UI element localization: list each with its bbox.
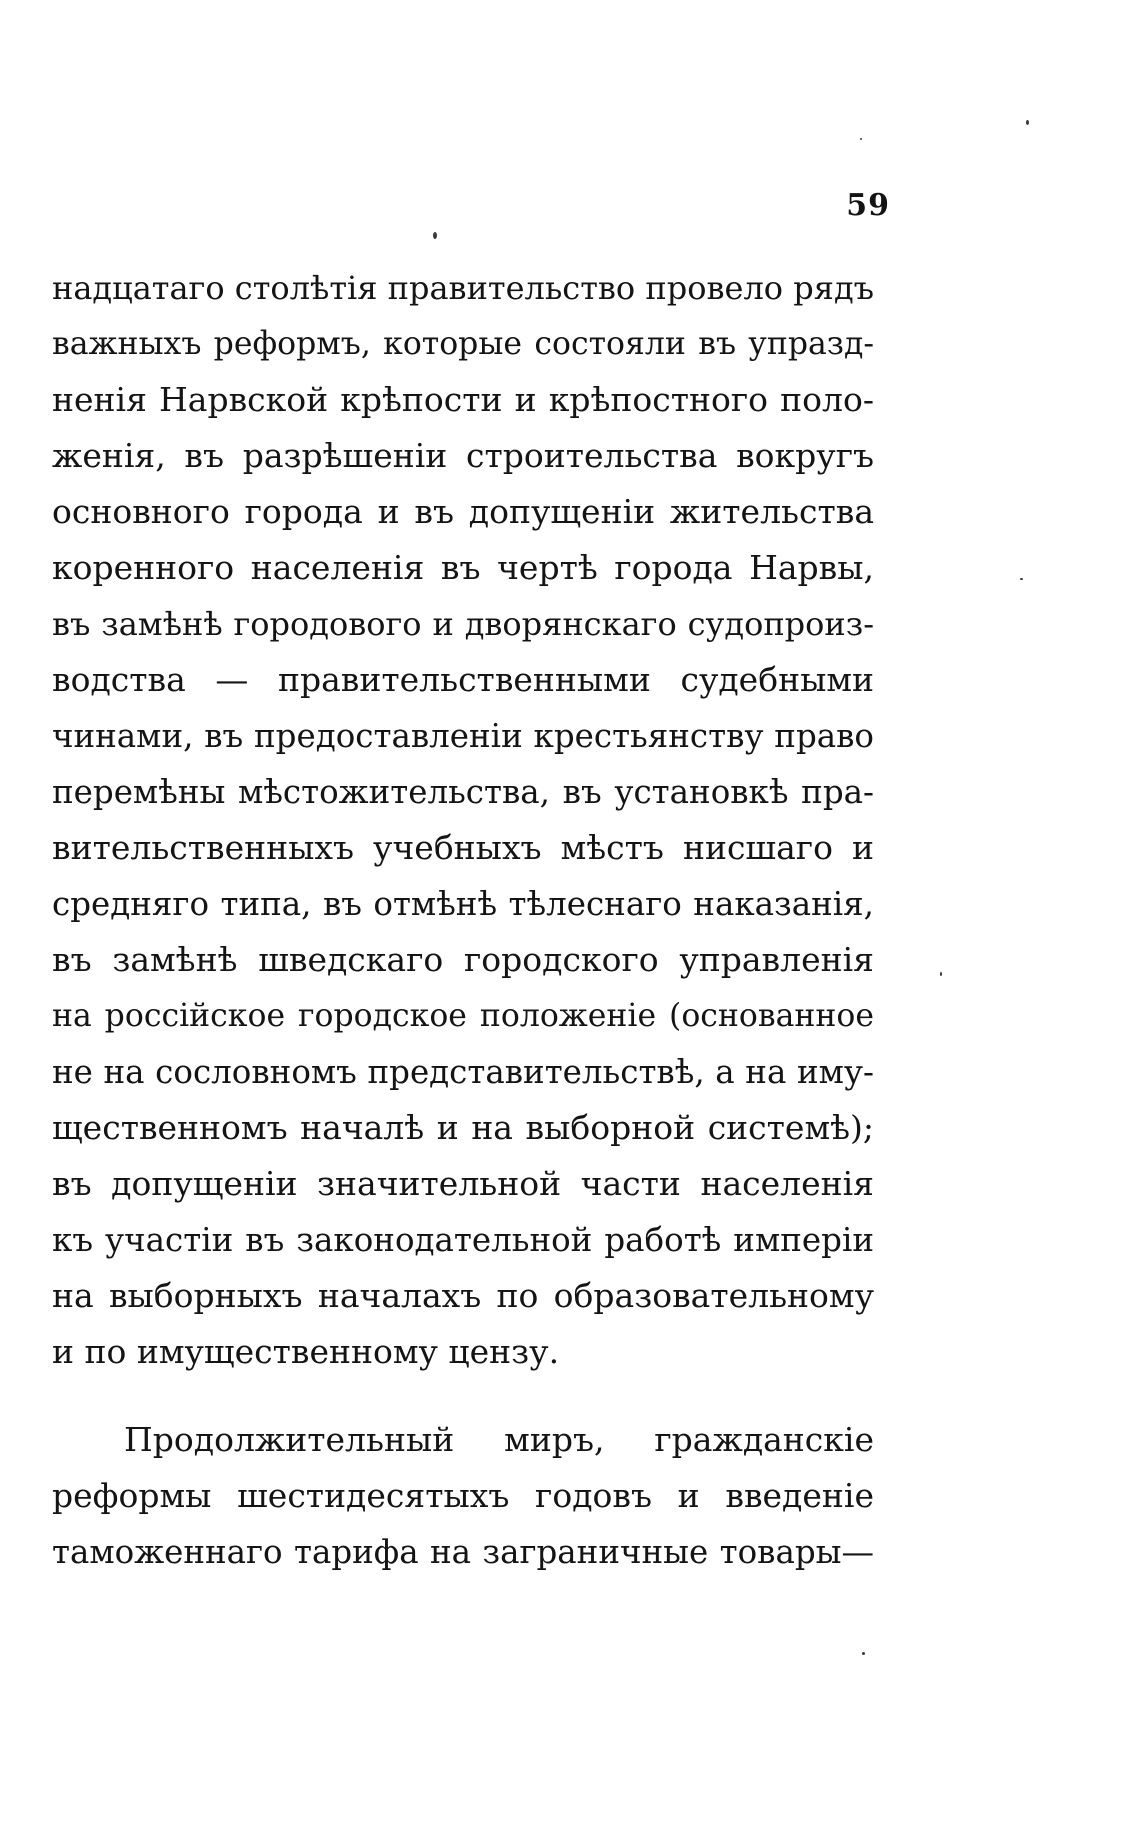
print-speck	[862, 1652, 865, 1655]
body-text	[52, 260, 874, 1580]
text-line: перемѣны мѣстожительства, въ установкѣ пра-	[52, 773, 874, 811]
text-line: основного города и въ допущеніи жительства	[52, 492, 874, 531]
text-line: на россійское городское положеніе (основанное	[52, 998, 874, 1034]
text-line: и по имущественному цензу.	[52, 1332, 560, 1371]
text-line: щественномъ началѣ и на выборной системѣ);	[52, 1108, 874, 1147]
text-line: чинами, въ предоставленіи крестьянству право	[52, 717, 874, 755]
text-line: водства — правительственными судебными	[52, 660, 874, 699]
text-line: Продолжительный миръ, гражданскіе	[124, 1420, 874, 1459]
text-line: не на сословномъ представительствѣ, а на иму-	[52, 1053, 874, 1091]
print-speck	[1026, 120, 1029, 125]
text-line: реформы шестидесятыхъ годовъ и введеніе	[52, 1476, 874, 1515]
text-line: коренного населенія въ чертѣ города Нарвы,	[52, 548, 874, 587]
text-line: въ допущеніи значительной части населенія	[52, 1164, 874, 1203]
text-line: въ замѣнѣ шведскаго городского управленія	[52, 940, 874, 979]
paragraph-1	[52, 260, 874, 1380]
text-line: важныхъ реформъ, которые состояли въ упразд-	[52, 326, 874, 362]
print-speck	[860, 138, 862, 140]
text-line: ненія Нарвской крѣпости и крѣпостного поло-	[52, 380, 874, 419]
text-line: вительственныхъ учебныхъ мѣстъ нисшаго и	[52, 828, 874, 867]
print-speck	[940, 972, 942, 976]
text-line: таможеннаго тарифа на заграничные товары—	[52, 1533, 874, 1571]
page-number: 59	[846, 188, 890, 223]
text-line: къ участіи въ законодательной работѣ имперіи	[52, 1221, 874, 1259]
paragraph-2	[52, 1412, 874, 1580]
text-line: на выборныхъ началахъ по образовательному	[52, 1276, 874, 1315]
print-speck	[433, 232, 437, 239]
text-line: въ замѣнѣ городового и дворянскаго судопроиз-	[52, 605, 874, 643]
print-speck	[1020, 578, 1023, 580]
text-line: женія, въ разрѣшеніи строительства вокругъ	[52, 436, 874, 475]
text-line: надцатаго столѣтія правительство провело рядъ	[52, 269, 874, 307]
text-line: средняго типа, въ отмѣнѣ тѣлеснаго наказанія,	[52, 885, 874, 923]
